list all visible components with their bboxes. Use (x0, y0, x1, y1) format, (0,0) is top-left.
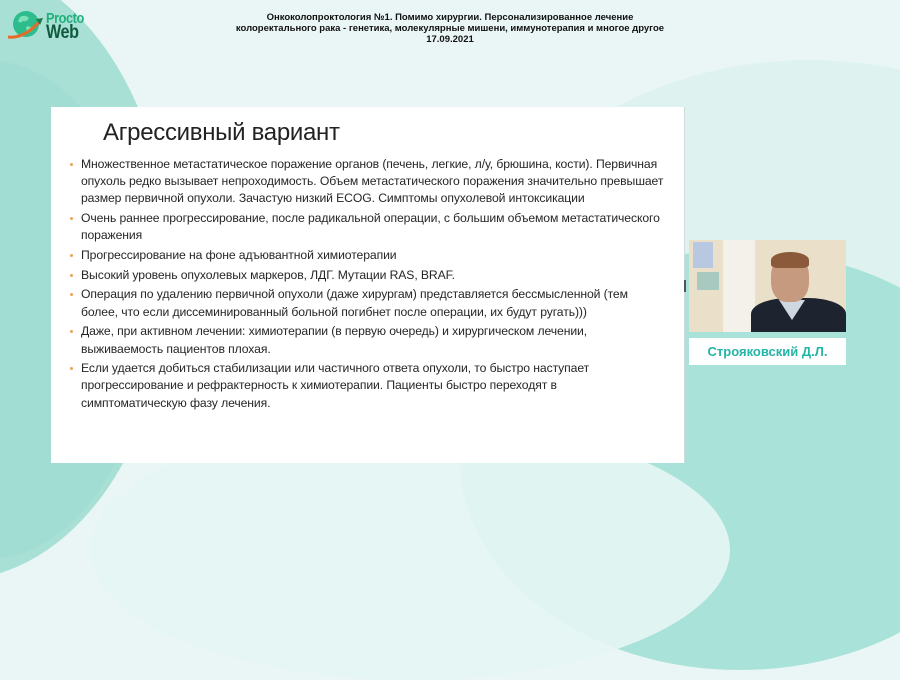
slide-title: Агрессивный вариант (103, 119, 340, 146)
speaker-name: Строяковский Д.Л. (707, 344, 828, 359)
bullet-dot-icon (70, 217, 73, 220)
bullet-dot-icon (70, 274, 73, 277)
header-title-line2: колоректального рака - генетика, молекулярные мишени, иммунотерапия и многое другое (235, 23, 665, 34)
slide-bullet-list (65, 156, 665, 414)
resize-handle[interactable] (684, 280, 686, 292)
presentation-slide (51, 107, 685, 463)
bullet-item: Даже, при активном лечении: химиотерапии (в первую очередь) и хирургическом лечении, выживаемость пациентов плохая. (65, 323, 665, 357)
bullet-dot-icon (70, 330, 73, 333)
globe-icon (6, 9, 44, 43)
bullet-item: Высокий уровень опухолевых маркеров, ЛДГ. Мутации RAS, BRAF. (65, 267, 665, 284)
bullet-item: Множественное метастатическое поражение органов (печень, легкие, л/у, брюшина, кости). Первичная опухоль редко вызывает непроходимость. Объем метастатического поражения значительно превышает размер первичной опухоли. Зачастую низкий ECOG. Симптомы опухолевой интоксикации (65, 156, 665, 208)
bullet-dot-icon (70, 367, 73, 370)
proctoweb-logo (6, 5, 102, 47)
event-header (200, 12, 700, 45)
speaker-name-tag (689, 338, 846, 365)
bullet-dot-icon (70, 254, 73, 257)
bullet-item: Если удается добиться стабилизации или частичного ответа опухоли, то быстро наступает прогрессирование и рефрактерность к химиотерапии. Пациенты быстро переходят в симптоматическую фазу лечения. (65, 360, 665, 412)
header-date: 17.09.2021 (426, 34, 474, 45)
header-title-line1: Онкоколопроктология №1. Помимо хирургии. Персонализированное лечение (266, 12, 634, 23)
bullet-item: Очень раннее прогрессирование, после радикальной операции, с большим объемом метастатического поражения (65, 210, 665, 244)
bullet-item: Операция по удалению первичной опухоли (даже хирургам) представляется бессмысленной (тем более, что если диссеминированный больной погибнет после операции, их будут ругать))) (65, 286, 665, 320)
speaker-video (689, 240, 846, 332)
bullet-dot-icon (70, 293, 73, 296)
bullet-dot-icon (70, 163, 73, 166)
bullet-item: Прогрессирование на фоне адъювантной химиотерапии (65, 247, 665, 264)
logo-text-procto: Procto (46, 10, 84, 27)
logo-text-web: Web (46, 22, 79, 43)
